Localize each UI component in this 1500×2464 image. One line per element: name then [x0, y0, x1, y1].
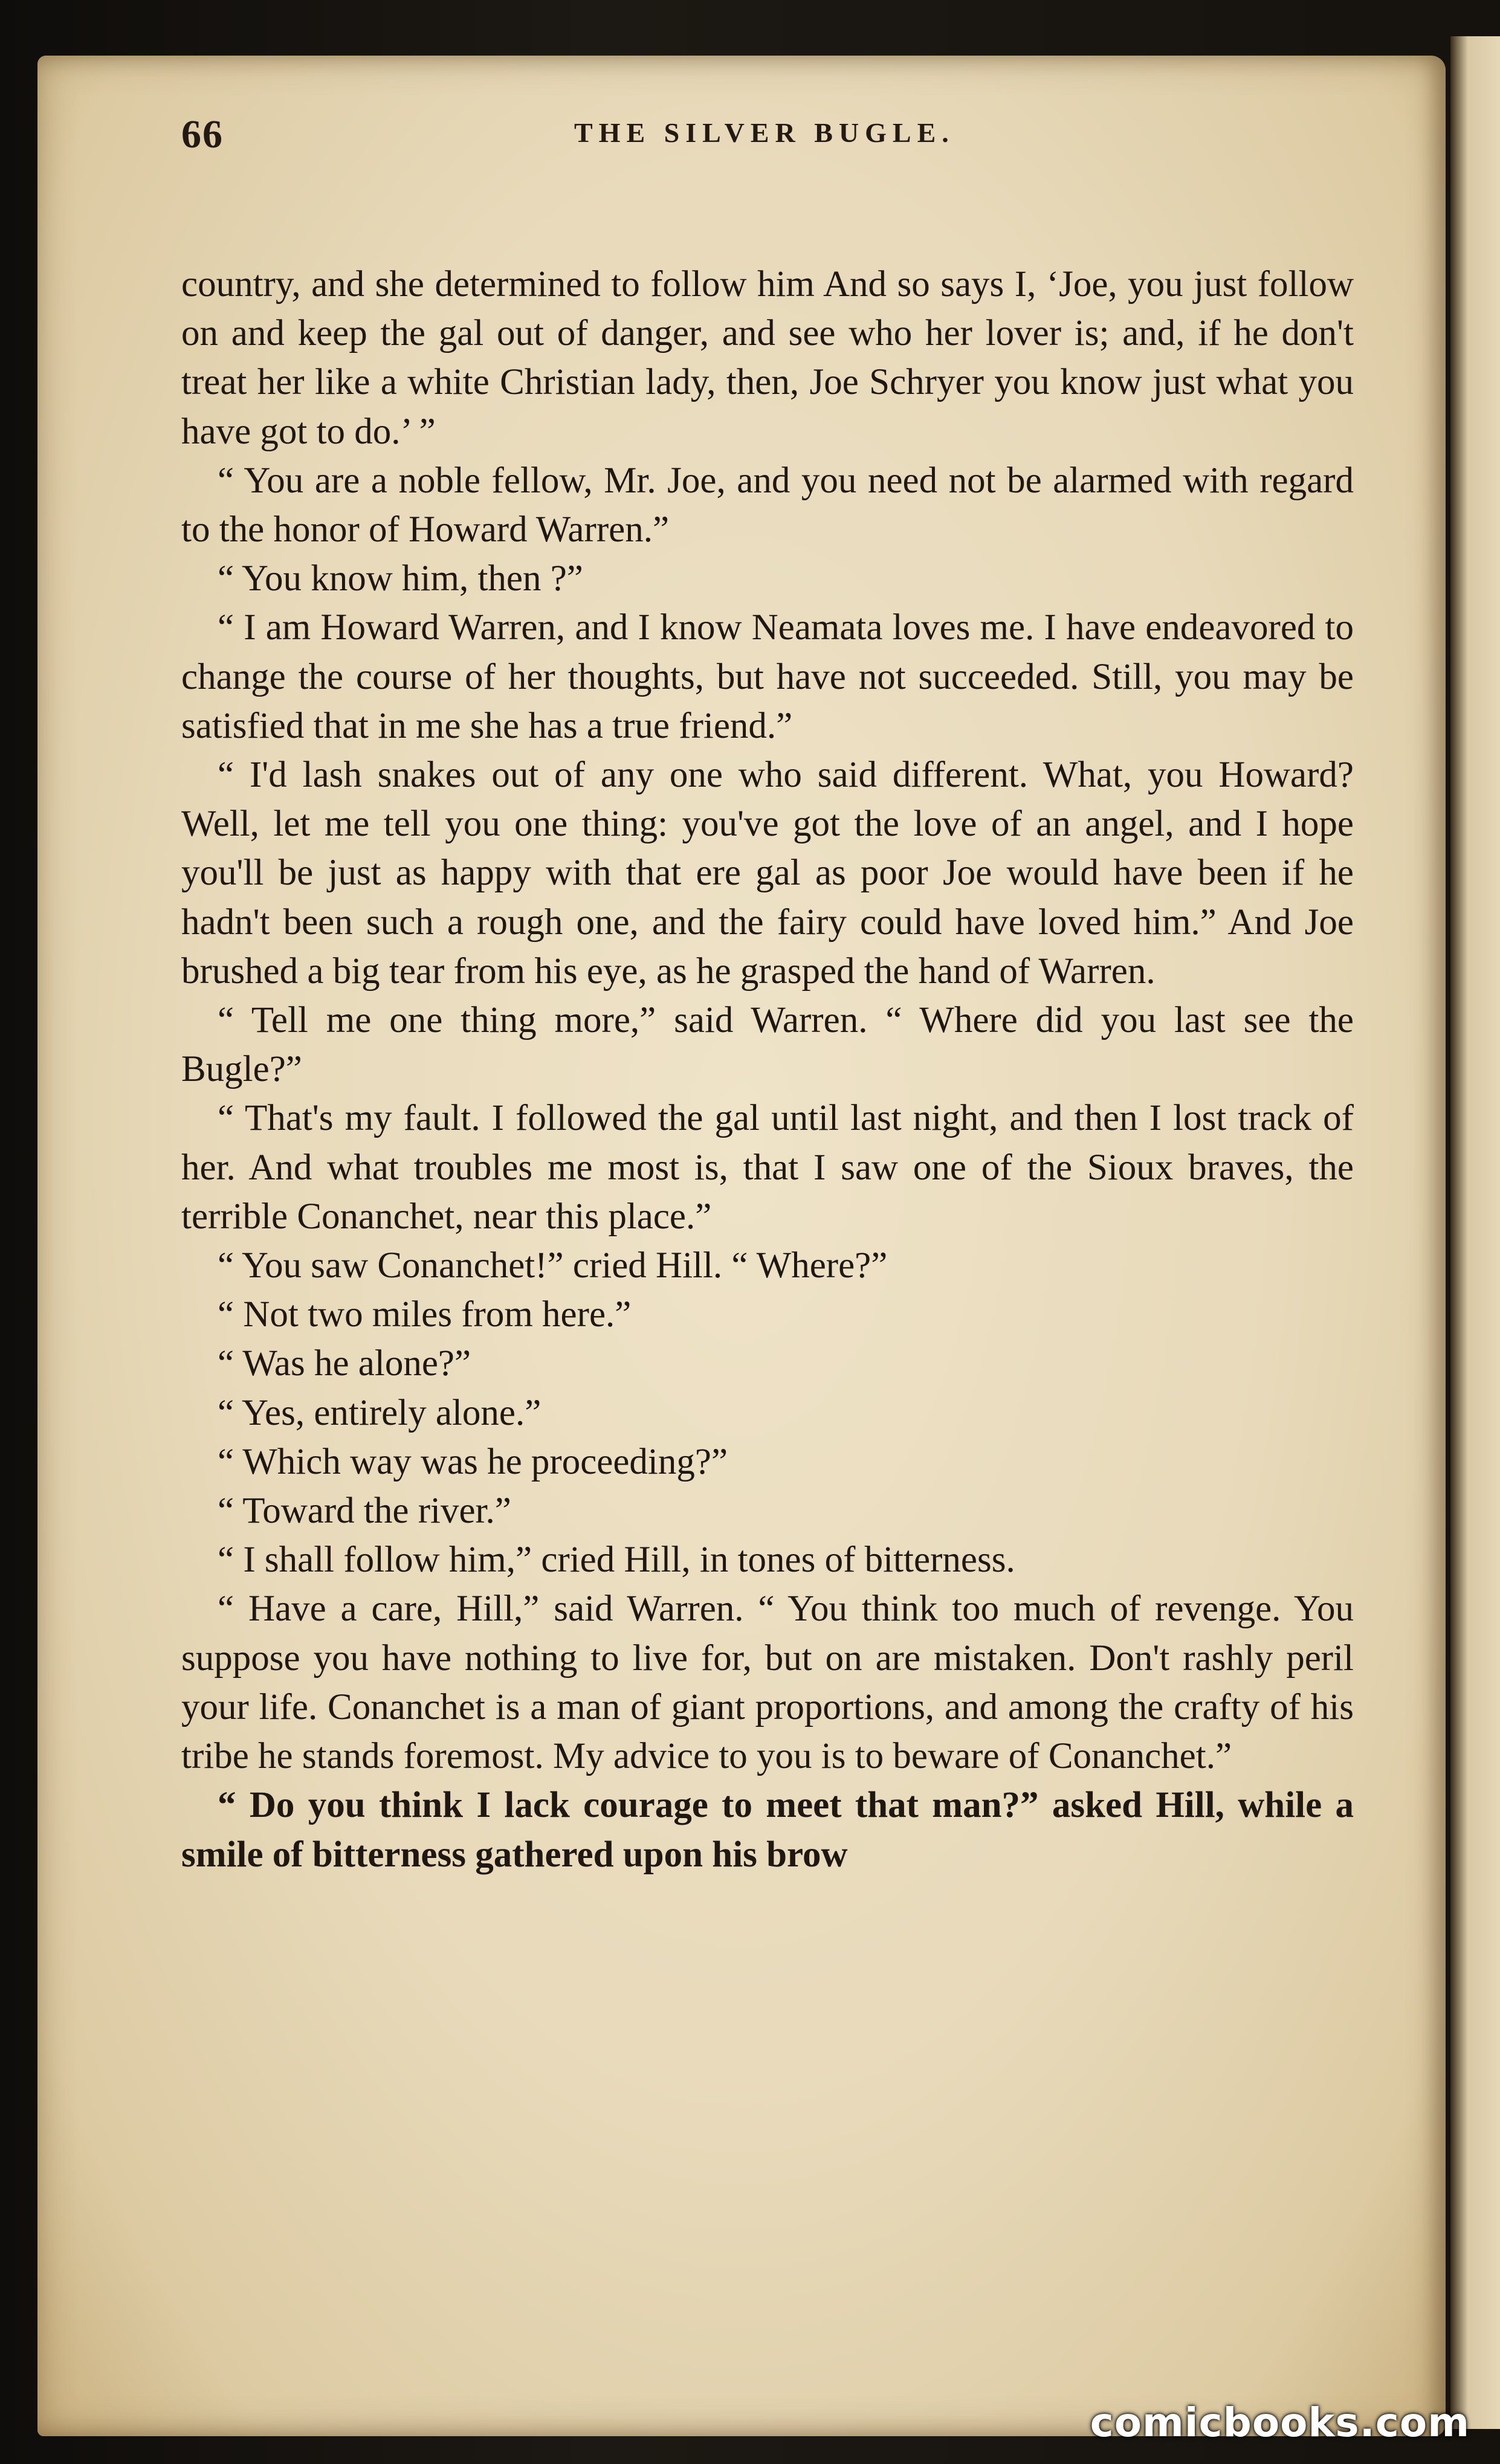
paragraph: “ Was he alone?” [218, 1343, 471, 1384]
paragraph: “ Have a care, Hill,” said Warren. “ You think too much of revenge. You suppose you have nothing to live for, but on are mistaken. Don't rashly peril your life. Conanchet is a man of giant proportions, and among the crafty of his tribe he stands foremost. My advice to you is to beware of Conanchet.” [181, 1588, 1354, 1777]
page-number: 66 [181, 112, 224, 156]
paragraph: “ I shall follow him,” cried Hill, in tones of bitterness. [218, 1540, 1015, 1581]
page-header [181, 112, 1360, 184]
paragraph: “ Which way was he proceeding?” [218, 1441, 728, 1482]
paragraph: “ I am Howard Warren, and I know Neamata loves me. I have endeavored to change the course of her thoughts, but have not succeeded. Still, you may be satisfied that in me she has a true friend.” [181, 607, 1354, 746]
adjacent-page-edge [1450, 36, 1500, 2429]
paragraph: “ Yes, entirely alone.” [218, 1392, 541, 1433]
paragraph: “ Tell me one thing more,” said Warren. “ Where did you last see the Bugle?” [181, 1000, 1354, 1090]
paragraph: “ That's my fault. I followed the gal until last night, and then I lost track of her. And what troubles me most is, that I saw one of the Sioux braves, the terrible Conanchet, near this place.” [181, 1098, 1354, 1237]
body-text [181, 260, 1354, 1879]
paragraph: “ Toward the river.” [218, 1491, 511, 1532]
running-title: THE SILVER BUGLE. [574, 117, 955, 148]
paragraph: country, and she determined to follow him And so says I, ‘Joe, you just follow on and keep the gal out of danger, and see who her lover is; and, if he don't treat her like a white Christian lady, then, Joe Schryer you know just what you have got to do.’ ” [181, 264, 1354, 452]
paragraph: “ You saw Conanchet!” cried Hill. “ Where?” [218, 1245, 888, 1286]
paragraph: “ I'd lash snakes out of any one who said different. What, you Howard? Well, let me tell you one thing: you've got the love of an angel, and I hope you'll be just as happy with that ere gal as poor Joe would have been if he hadn't been such a rough one, and the fairy could have loved him.” And Joe brushed a big tear from his eye, as he grasped the hand of Warren. [181, 755, 1354, 992]
paragraph: “ Do you think I lack courage to meet that man?” asked Hill, while a smile of bitterness gathered upon his brow [181, 1785, 1354, 1875]
paragraph: “ Not two miles from here.” [218, 1294, 632, 1335]
paragraph: “ You are a noble fellow, Mr. Joe, and you need not be alarmed with regard to the honor of Howard Warren.” [181, 460, 1354, 550]
paragraph: “ You know him, then ?” [218, 558, 583, 599]
site-watermark: comicbooks.com [1090, 2399, 1470, 2446]
